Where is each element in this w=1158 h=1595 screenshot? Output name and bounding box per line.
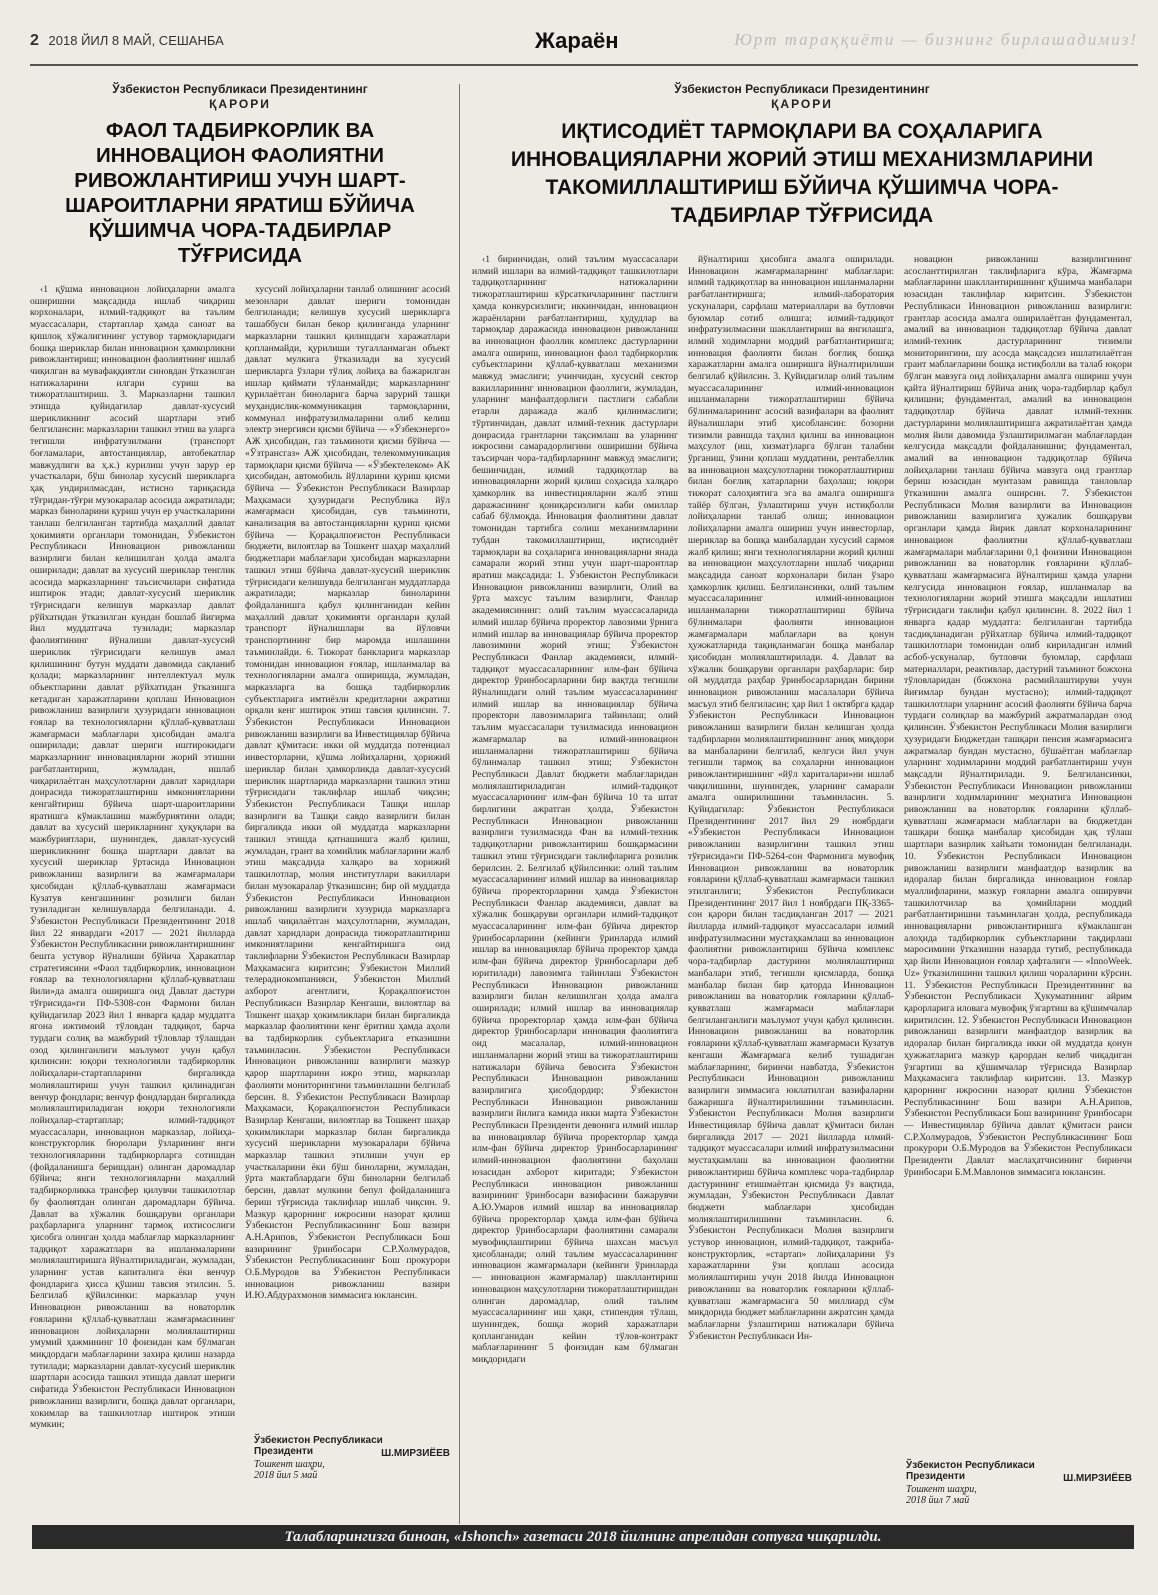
page-number: 2: [30, 32, 39, 49]
left-signature-date: 2018 йил 5 май: [254, 1470, 318, 1481]
right-article-type: ҚАРОРИ: [771, 97, 833, 111]
page-header: [30, 26, 1138, 62]
right-signature-line1: Ўзбекистон Республикаси: [906, 1460, 1035, 1471]
left-article-signature: [254, 1435, 450, 1481]
left-signature-place: Тошкент шаҳри,: [254, 1459, 325, 1470]
right-article-title: ИҚТИСОДИЁТ ТАРМОҚЛАРИ ВА СОҲАЛАРИГА ИННОВАЦИЯЛАРНИ ЖОРИЙ ЭТИШ МЕХАНИЗМЛАРИНИ ТАКОМИЛЛАШТИРИШ БЎЙИЧА ҚЎШИМЧА ЧОРА-ТАДБИРЛАР ТЎҒРИСИДА: [510, 120, 1094, 227]
right-signature-place: Тошкент шаҳри,: [906, 1484, 977, 1495]
right-article-column-1: [472, 254, 678, 1514]
right-signature-name: Ш.МИРЗИЁЕВ: [1063, 1473, 1132, 1484]
header-divider: [30, 64, 1138, 66]
left-article-title: ФАОЛ ТАДБИРКОРЛИК ВА ИННОВАЦИОН ФАОЛИЯТНИ РИВОЖЛАНТИРИШ УЧУН ШАРТ-ШАРОИТЛАРНИ ЯРАТИШ БЎЙИЧА ҚЎШИМЧА ЧОРА-ТАДБИРЛАР ТЎҒРИСИДА: [65, 119, 415, 267]
footer-banner: Талабларингизга биноан, «Ishonch» газетаси 2018 йилнинг апрелидан сотувга чиқарилди.: [32, 1525, 1134, 1549]
right-article-column-2: [688, 254, 894, 1514]
right-article-header: [472, 82, 1132, 230]
header-watermark: Юрт тараққиёти — бизнинг бирлашадимиз!: [734, 30, 1138, 49]
right-article-column-3-text: новацион ривожланиш вазирлигининг асосланттирилган таклифларига кўра, Жамғарма маблағларини шакллантиришнинг қўшимча манбалари юзасидан таклифлар киритсин. Ўзбекистон Республикаси Инновацион ривожланиш вазирлиги: грантлар асосида амалга оширилаётган фундаментал, амалий ва инновацион тадқиқотлар бўйича давлат илмий-техник дастурларининг тизимли мониторингини, шу асосда мақсадсиз ишлатилаётган грант маблағларини бошқа истиқболли ва талаб юқори бўлган мавзуга оид лойиҳаларни амалга ошириш учун қайта йўналтириш бўйича аниқ чора-тадбирлар қабул қилишни; фундаментал, амалий ва инновацион тадқиқотлар бўйича давлат илмий-техник дастурларини молиялаштиришга ажратилаётган ҳамда молия йили давомида ўзлаштирилмаган маблағлардан келгусида мақсадли фойдаланишни; фундаментал, амалий ва инновацион тадқиқотлар бўйича лойиҳаларни танлаш бўйича мавзуга оид грантлар бериш юзасидан мунтазам равишда танловлар ўтказишни амалга оширсин. 7. Ўзбекистон Республикаси Молия вазирлиги ва Инновацион ривожланиш вазирлигига ҳужалик бошқаруви органлари ҳамда йирик давлат корхоналарининг инновацион фаолиятни қўллаб-қувватлаш жамғармалари маблағларини 0,1 фоизини Инновацион ривожланиш ва новаторлик ғояларини қўллаб-қувватлаш жамғармасига йўналтириш ҳамда уларни келгусида инновацион ғоялар, ишланмалар ва технологияларни жорий этишга мақсадли ишлатиш тўғрисидаги таклифи қабул қилинсин. 8. 2022 йил 1 январга қадар муддатга: белгиланган тартибда тасдиқланадиган рўйхатлар бўйича илмий-тадқиқот ташкилотлари томонидан олиб кириладиган илмий асбоб-ускуналар, бутловчи буюмлар, сарфлаш материаллари, реактивлар, дастурий таъминот божхона тўловларидан (божхона расмийлаштируви учун йиғимлар бундан мустасно); илмий-тадқиқот ташкилотлари уларнинг асосий фаолияти бўйича барча турдаги солиқлар ва мажбурий ажратмалардан озод қилинсин. Ўзбекистон Республикаси Молия вазирлиги ҳузуридаги Бюджетдан ташқари пенсия жамғармасига ажратмалар бундан мустасно, бўшаётган маблағлар уларнинг ходимларини моддий рағбатлантириш учун мақсадли йўналтирилади. 9. Белгилансинки, Ўзбекистон Республикаси Инновацион ривожланиш вазирлиги ходимларининг меҳнатига Инновацион ривожланиш ва новаторлик ғояларини қўллаб-қувватлаш жамғармаси маблағлари ва бюджетдан ташқари бошқа манбалар ҳисобидан ҳақ тўлаш шартлари вазирлик хайъати томонидан белгиланади. 10. Ўзбекистон Республикаси Инновацион ривожланиш вазирлиги манфаатдор вазирлик ва идоралар билан биргаликда инновацион ғоялар муаллифларини, мазкур ғояларни амалга оширувчи ташкилотчилар ва ҳомийларни моддий рағбатлантиришни таъминлаган ҳолда, республикада инновацияларни ривожлантиришга кўмаклашган алоҳида тадбиркорлик субъектларини тақдирлаш маросимини ўтказишни назарда тутиб, республикада ҳар йили Инновацион ғоялар ҳафталиги — «InnoWeek. Uz» ўтказилишини ташкил қилиш чораларини кўрсин. 11. Ўзбекистон Республикаси Президентининг ва Ўзбекистон Республикаси Ҳукуматининг айрим қарорларига иловага мувофиқ ўзгартиш ва қўшимчалар киритилсин. 12. Ўзбекистон Республикаси Инновацион ривожланиш вазирлиги манфаатдор вазирлик ва идоралар билан биргаликда икки ой муддатда қонун ҳужжатларига мазкур қарордан келиб чиқадиган ўзгартиш ва қўшимчалар тўғрисида Вазирлар Маҳкамасига таклифлар киритсин. 13. Мазкур қарорнинг ижросини назорат қилиш Ўзбекистон Республикасининг Бош вазири А.Н.Арипов, Ўзбекистон Республикаси Бош вазирининг ўринбосари — Инвестициялар бўйича давлат қўмитаси раиси С.Р.Холмурадов, Ўзбекистон Республикасининг Бош прокурори О.Б.Муродов ва Ўзбекистон Республикаси Президенти Давлат маслаҳатчисининг биринчи ўринбосари Б.М.Мавлонов зиммасига юклансин.: [904, 254, 1132, 1178]
left-article-column-2: [245, 284, 450, 1384]
right-article-column-1-text: ‹1 биринчидан, олий таълим муассасалари илмий ишлари ва илмий-тадқиқот ташкилотлари тадқиқотларининг натижаларини тижоратлаштириш кўрсаткичларининг пастлиги ҳамда конкурсизлиги; иккинчидан, инновацион жараёнларни рағбатлантириш, ҳудудлар ва тармоқлар даражасида инновацион ривожланиш ва инновацион фаоллик комплекс дастурларини амалга ошириш, инновацион фаол тадбиркорлик субъектларини қўллаб-қувватлаш механизми мавжуд эмаслиги; учинчидан, хусусий сектор вакилларининг инновацион фаоллиги, жумладан, уларнинг манфаатдорлиги пастлиги сабабли етарли даражада жалб қилинмаслиги; тўртинчидан, давлат илмий-техник дастурлари доирасида грантларни тақсимлаш ва уларнинг ижросини самарадорлигини оширишни бўйича таъсирчан чора-тадбирларнинг мавжуд эмаслиги; бешинчидан, илмий тадқиқотлар ва инновацияларни жорий қилиш соҳасида халқаро ҳамкорлик ва инвестицияларни жалб этиш даражасининг қониқарсизлиги каби омиллар сабаб бўлмоқда. Инновация фаолиятини давлат томонидан тартибга солиш механизмларини тубдан такомиллаштириш, иқтисодиёт тармоқлари ва соҳаларига инновацияларни янада самарали жорий этиш учун шарт-шароитлар яратиш мақсадида: 1. Ўзбекистон Республикаси Инновацион ривожланиш вазирлиги, Олий ва ўрта махсус таълим вазирлиги, Фанлар академиясининг: олий таълим муассасаларида илмий ишлар бўйича проректор лавозими ўрнига илмий ишлар ва инновациялар бўйича проректор лавозимини жорий этиш; Ўзбекистон Республикаси Фанлар академияси, илмий-тадқиқот муассасаларининг илм-фан бўйича директор ўринбосарларини бир вақтда тегишли йўналишдаги олий таълим муассасаларининг илмий ишлар ва инновациялар бўйича проректори лавозимларига тайинлаш; олий таълим муассасалари тузилмасида инновацион жамғармалар ва илмий-инновацион ишланмаларни тижоратлаштириш бўйича бўлинмалар ташкил этиш; Ўзбекистон Республикаси Давлат бюджети маблағларидан молиялаштириладиган илмий-тадқиқот муассасаларининг илм-фан бўйича 10 та штат бирлигини ажратган ҳолда, Ўзбекистон Республикаси Инновацион ривожланиш вазирлиги тузилмасида Фан ва илмий-техник тадқиқотларни ривожлантириш бошқармасини ташкил этиш тўғрисидаги таклифларига розилик берилсин. 2. Белгилаб қўйилсинки: олий таълим муассасаларининг илмий ишлар ва инновациялар бўйича проректорларини ҳамда Ўзбекистон Республикаси Фанлар академияси, давлат ва хўжалик бошқаруви органлари илмий-тадқиқот муассасаларининг илм-фан бўйича директор ўринбосарларини (кейинги ўринларда илмий ишлар ва инновациялар бўйича проректор ҳамда илм-фан бўйича директор ўринбосарлари деб юритилади) лавозимга тайинлаш Ўзбекистон Республикаси Инновацион ривожланиш вазирлиги билан келишилган ҳолда амалга оширилади; илмий ишлар ва инновациялар бўйича проректорлар ҳамда илм-фан бўйича директор ўринбосарлари инновация фаолиятига оид масалалар, илмий-инновацион ишланмаларни жорий этиш ва тижоратлаштириш натижалари бўйича бевосита Ўзбекистон Республикаси Инновацион ривожланиш вазирлигига ҳисобдордир; Ўзбекистон Республикаси Инновацион ривожланиш вазирлиги йилига камида икки марта Ўзбекистон Республикаси Президенти девонига илмий ишлар ва инновациялар бўйича проректорлар ҳамда илм-фан бўйича директор ўринбосарларининг илмий-инновацион фаолиятини баҳолаш юзасидан ахборот киритади; Ўзбекистон Республикаси инновацион ривожланиш вазирининг ўринбосари вазифасини бажарувчи А.Ю.Умаров илмий ишлар ва инновациялар бўйича проректорлар ҳамда илм-фан бўйича директор ўринбосарлари фаолиятини самарали мувофиқлаштириш бўйича шахсан масъул ҳисобланади; олий таълим муассасаларининг инновацион жамғармалари (кейинги ўринларда — инновацион жамғармалар) шакллантириш инновацион маҳсулотларни тижоратлаштиришдан олинган даромадлар, олий таълим муассасаларининг иш ҳақи, стипендия тўлаш, шунингдек, бошқа жорий харажатлари қопланганидан кейин тўлов-контракт маблағларининг 5 фоизидан кам бўлмаган миқдоридаги: [472, 254, 678, 1366]
left-article-header: [30, 82, 450, 268]
right-article-kicker: Ўзбекистон Республикаси Президентининг: [674, 82, 930, 96]
header-info: [30, 32, 224, 50]
right-article-column-3: [904, 254, 1132, 1434]
left-article-body: [30, 284, 450, 1431]
left-article-kicker: Ўзбекистон Республикаси Президентининг: [112, 82, 368, 96]
section-title: Жараён: [535, 28, 619, 53]
left-article-type: ҚАРОРИ: [209, 97, 271, 111]
left-signature-name: Ш.МИРЗИЁЕВ: [381, 1448, 450, 1459]
left-signature-line2: Президенти: [254, 1446, 313, 1457]
column-divider: [459, 84, 460, 1524]
issue-date: 2018 ЙИЛ 8 МАЙ, СЕШАНБА: [48, 33, 224, 48]
right-article-body: [472, 254, 1132, 1424]
right-signature-date: 2018 йил 7 май: [906, 1495, 970, 1506]
left-article-column-2-text: хусусий лойиҳаларни танлаб олишнинг асосий мезонлари давлат шериги томонидан белгиланади; келишув хусусий шерикларга ташаббуси билан бекор қилинганда уларнинг марказларни ташкил қилишдаги харажатлари қопланмайди, қурилиши тугалланмаган объект давлат мулкига ўтказилади ва хусусий шерикларга ўзлари тўлиқ лойиҳа ва бажарилган ишлар қиймати тўланмайди; марказларнинг қурилаётган биноларига барча зарурий ташқи муҳандислик-коммуникация тармоқларини, коммунал инфратузилмаларини олиб келиш электр энергияси қисми бўйича — «Ўзбекэнерго» АЖ ҳисобидан, газ таъминоти қисми бўйича — «Ўзтрансгаз» АЖ ҳисобидан, телекоммуникация тармоқлари қисми бўйича — «Ўзбектелеком» АК ҳисобидан, автомобиль йўлларини қуриш қисми бўйича — Ўзбекистон Республикаси Вазирлар Маҳкамаси ҳузуридаги Республика йўл жамғармаси ҳисобидан, сув таъминоти, канализация ва автостанцияларни қуриш қисми бўйича — Қорақалпоғистон Республикаси бюджети, вилоятлар ва Тошкент шаҳар маҳаллий бюджетлари маблағлари ҳисобидан марказларни ташкил этиш бўйича давлат-хусусий шериклик тўғрисидаги келишувда белгиланган муддатларда ажратилади; марказлар биноларини фойдаланишга қабул қилинганидан кейин маҳаллий давлат ҳокимияти органлари қулай транспорт йўналишлари ва йўловчи транспортининг бир маромда ишлашини таъминлайди. 6. Тижорат банкларига марказлар томонидан инновацион ғоялар, ишланмалар ва технологияларни амалга оширишда, жумладан, марказларга ва бошқа тадбиркорлик субъектларига имтиёзли кредитларни ажратиш орқали кенг иштирок этиш тавсия қилинсин. 7. Ўзбекистон Республикаси Инновацион ривожланиш вазирлиги ва Инвестициялар бўйича давлат қўмитаси: икки ой муддатда потенциал инвесторларни, қўшма лойиҳаларни, ҳорижий шериклар билан ҳамкорликда давлат-хусусий шериклик шартларида марказларни ташкил этиш тўғрисидаги таклифлар ишлаб чиқсин; Ўзбекистон Республикаси Ташқи ишлар вазирлиги ва Ташқи савдо вазирлиги билан биргаликда икки ой муддатда марказларни ташкил этишда қатнашишга жалб қилиш, жумладан, грант ва хомийлик маблағларини жалб этиш мақсадида халқаро ва хорижий ташкилотлар, молия институтлари вакиллари билан музокаралар ўтказишсин; бир ой муддатда Ўзбекистон Республикаси Инновацион ривожланиш вазирлиги хузурида марказларга ишлаб чиқилаётган маҳсулотларни, жумладан, давлат харидлари доирасида тижоратлаштириш имкониятларини кенгайтиришга оид таклифларни Ўзбекистон Республикаси Вазирлар Маҳкамасига киритсин; Ўзбекистон Миллий телерадиокомпанияси, Ўзбекистон Миллий ахборот агентлиги, Қорақалпоғистон Республикаси Вазирлар Кенгаши, вилоятлар ва Тошкент шаҳар ҳокимликлари билан биргаликда марказлар фаолиятини кенг ёритиш ҳамда аҳоли ва тадбиркорлик субъектларига етказишни таъминласин. Ўзбекистон Республикаси Инновацион ривожланиш вазирлиги мазкур қарор шартларини ижро этиш, марказлар фаолияти мониторингини таъминлашни белгилаб берсин. 8. Ўзбекистон Республикаси Вазирлар Маҳкамаси, Қорақалпоғистон Республикаси Вазирлар Кенгаши, вилоятлар ва Тошкент шаҳар ҳокимликлари марказлар билан биргаликда хусусий шерикларни музокаралари бўйича марказлар ташкил этилиши учун ер участкаларини ёки бўш биноларни, жумладан, ўрта мактаблардаги бўш биноларни белгилаб берсин, давлат мулкини бепул фойдаланишга бериш тўғрисида таклифлар ишлаб чиқсин. 9. Мазкур қарорнинг ижросини назорат қилиш Ўзбекистон Республикасининг Бош вазири А.Н.Арипов, Ўзбекистон Республикаси Бош вазирининг ўринбосари С.Р.Холмурадов, Ўзбекистон Республикасининг Бош прокурори О.Б.Муродов ва Ўзбекистон Республикаси инновацион ривожланиш вазири И.Ю.Абдурахмонов зиммасига юклансин.: [245, 284, 450, 1302]
left-article-column-1-text: ‹1 қўшма инновацион лойиҳаларни амалга оширишни мақсадида ишлаб чиқариш корхоналари, илмий-тадқиқот ва таълим муассасалари, стартаплар ҳамда саноат ва қишлоқ хўжалигининг устувор тармоқларидаги бошқа шериклар билан инновацион ҳамкорликни ривожлантириш; инновацион фаолиятнинг ишлаб чиқилган ва мувафаққиятли синовдан ўтказилган натижаларини илгари суриш ва тижоратлаштириш. 3. Марказларни ташкил этишда қуйидагилар давлат-хусусий шерикликнинг асосий шартлари этиб белгилансин: марказларни ташкил этиш ва уларга тегишли инфратузилмани (транспорт боғламалари, автостанциялар, автобекатлар мавжудлиги ва ҳ.к.) курилиш учун зарур ер участкалари, бўш бинолар хусусий шерикларга ҳақ ундирилмасдан, истисно тариқасида тўғридан-тўғри музокаралар асосида ажратилади; марказ биноларини қуриш учун ер участкаларини танлаш белгиланган тартибда маҳаллий давлат ҳокимияти органлари томонидан, Ўзбекистон Республикаси Инновацион ривожланиш вазирлиги билан келишилган ҳолда амалга оширилади; давлат ва хусусий шериклар тенглик асосида марказларнинг таъсисчилари сифатида иштирок этади; давлат-хусусий шериклик тўғрисидаги келишув марказлар давлат рўйхатидан ўтказилган кундан бошлаб йигирма йил муддатгача тузилади; марказлар фаолиятининг йўналиши давлат-хусусий шериклик тўғрисидаги келишув амал қилишининг бутун муддати давомида сақланиб қолади; марказларнинг интеллектуал мулк объектларини давлат рўйхатидан ўтказишга кетадиган харажатларини қоплаш Инновацион ривожланиш вазирлиги ҳузуридаги инновацион ғоялар ва технологияларни қўллаб-қувватлаш жамғармаси маблағлари ҳисобидан амалга оширилади; давлат шериги иштирокидаги марказларнинг инновацияларни жорий этишни рағбатлантириш, жумладан, ишлаб чиқарилаётган маҳсулотларни давлат харидлари доирасида тижоратлаштириш имкониятларини кенгайтириш бўйича шарт-шароитларини яратишга кўмаклашиш мажбуриятини олади; давлат ва хусусий шерикларнинг ҳуқуқлари ва мажбуриятлари, шунингдек, давлат-хусусий шерикликнинг бошқа шартлари давлат ва хусусий шериклар ўртасида Инновацион ривожланиш вазирлиги ва жамғармалари ҳисобидан қўллаб-қувватлаш жамғармаси Кузатув кенгашининг розилиги билан тузиладиган келишувларда белгиланади. 4. Ўзбекистон Республикаси Президентининг 2018 йил 22 январдаги «2017 — 2021 йилларда Ўзбекистон Республикасини ривожлантиришнинг бешта устувор йўналиши бўйича Ҳаракатлар стратегиясини «Фаол тадбиркорлик, инновацион ғоялар ва технологияларни қўллаб-қувватлаш йили»да амалга оширишга оид Давлат дастури тўғрисида»ги ПФ-5308-сон Фармони билан қуйидагилар 2023 йил 1 январга қадар муддатга ягона ижтимоий тўловдан тадқиқот, барча турдаги солиқ ва мажбурий тўловлар тўлашдан озод қилинганлиги маълумот учун қабул қилинсин: юқори технологияли тадбиркорлик лойиҳалари-стартапларини биргаликда молиялаштириш учун ташкил қилинадиган венчур фондлари; венчур фондлардан биргаликда молиялаштириладиган юқори технологияли лойиҳалар-стартаплар; илмий-тадқиқот муассасалари, инновацион марказлар, лойиҳа-конструкторлик бюролари ўзларининг янги технологияларини тадбиркорларга сотишдан (фойдаланишга беришдан) олинган даромадлар бўйича; янги технологияларни маҳаллий тадбиркорликка трансфер қилувчи ташкилотлар бу фаолиятдан олинган даромадлари бўйича. Давлат ва хўжалик бошқаруви органлари раҳбарларига уларнинг тармоқ ихтисослиги ҳисобга олинган ҳолда маблағлар марказларнинг тадқиқот харажатлари ва ишланмаларини молиялаштиришга йўналтириладиган, жумладан, уларнинг устав капиталига ёки венчур фондларига ҳисса қўшиш тавсия этилсин. 5. Белгилаб қўйилсинки: марказлар учун Инновацион ривожланиш ва новаторлик ғояларини қўллаб-қувватлаш жамғармасининг инновацион лойиҳаларни молиялаштириш умумий ҳажмининг 10 фоизидан кам бўлмаган миқдордаги маблағларини захира қилиш назарда тутилади; марказларни давлат-хусусий шериклик шартлари асосида ташкил этишда давлат шериги сифатида Ўзбекистон Республикаси Инновацион ривожланиш вазирлиги, бошқа давлат органлари, хокимлар ва ташкилотлар иштирок этиши мумкин;: [30, 284, 235, 1431]
left-signature-line1: Ўзбекистон Республикаси: [254, 1435, 383, 1446]
right-article-column-2-text: йўналтириш ҳисобига амалга оширилади. Инновацион жамғармаларнинг маблағлари: илмий тадқиқотлар ва инновацион ишланмаларни рағбатлантиришга; илмий-лаборатория ускуналари, сарфлаш материаллари ва бутловчи буюмлар сотиб олишга; илмий-тадқиқот инфратузилмасини шакллантириш ва янгилашга, илмий ходимларни моддий рағбатлантиришга; инновация фаолияти билан боғлиқ бошқа харажатларни амалга оширишга йўналтирилиши белгилаб қўйилсин. 3. Қуйидагилар олий таълим муассасаларининг илмий-инновацион ишланмаларни тижоратлаштириш бўйича бўлинмаларининг асосий вазифалари ва фаолият йўналишлари этиб ҳисоблансин: бозорни тизимли равишда таҳлил қилиш ва инновацион маҳсулот (иш, хизмат)ларга бўлган талабни ўрганиш, ўзини қоплаш муддатини, рентабеллик ва инновацион маҳсулотларни тижоратлаштириш билан боғлиқ хатарларни баҳолаш; юқори тижорат салоҳиятига эга ва амалга оширишга тайёр бўлган, ўзлаштириш учун истиқболли лойиҳаларни танлаб олиш; инновацион лойиҳаларни амалга ошириш учун инвесторлар, шериклар ва бошқа манбалардан хусусий сармоя жалб қилиш; янги технологияларни жорий қилиш ва инновацион маҳсулотларни ишлаб чиқариш мақсадида саноат корхоналари билан ўзаро ҳамкорлик қилиш. Белгилансинки, олий таълим муассасаларининг илмий-инновацион ишланмаларни тижоратлаштириш бўйича бўлинмалари фаолияти инновацион жамғармалари маблағлари ва қонун ҳужжатларида тақиқланмаган бошқа манбалар ҳисобидан молиялаштирилади. 4. Давлат ва хўжалик бошқаруви органлари раҳбарлари: бир ой муддатда раҳбар ўринбосарларидан бирини инновацион ривожланиш масалалари бўйича масъул этиб белгиласин; ҳар йил 1 октябрга қадар Ўзбекистон Республикаси Инновацион ривожланиш вазирлиги билан келишган ҳолда тадбирларни молиялаштиришнинг аниқ миқдори ва манбаларини белгилаб, келгуси йил учун тегишли тармоқ ва соҳаларни инновацион ривожлантиришнинг «йўл хариталари»ни ишлаб чиқилишини, шунингдек, уларнинг самарали амалга оширилишини таъминласин. 5. Қуйидагилар: Ўзбекистон Республикаси Президентининг 2017 йил 29 ноябрдаги «Ўзбекистон Республикаси Инновацион ривожланиш вазирлигини ташкил этиш тўғрисида»ги ПФ-5264-сон Фармонига мувофиқ Инновацион ривожланиш ва новаторлик ғояларини қўллаб-қувватлаш жамғармаси ташкил этилганлиги; Ўзбекистон Республикаси Президентининг 2017 йил 1 ноябрдаги ПҚ-3365-сон қарори билан тасдиқланган 2017 — 2021 йилларда илмий-тадқиқот муассасалари илмий инфратузилмасини мустаҳкамлаш ва инновацион фаолиятни ривожлантириш бўйича комплекс чора-тадбирлар дастурини молиялаштириш манбалари этиб, тегишли қисмларда, бошқа манбалар билан бир қаторда Инновацион ривожланиш ва новаторлик ғояларини қўллаб-қувватлаш жамғармаси маблағлари белгиланганлиги маълумот учун қабул қилинсин. Инновацион ривожланиш ва новаторлик ғояларини қўллаб-қувватлаш жамғармаси Кузатув кенгаши Жамғармага келиб тушадиган маблағларнинг, биринчи навбатда, Ўзбекистон Республикаси Инновацион ривожланиш вазирлиги зиммасига юклатилган вазифаларни бажаришга йўналтирилишини таъминласин. Ўзбекистон Республикаси Молия вазирлиги Инвестициялар бўйича давлат қўмитаси билан биргаликда 2017 — 2021 йилларда илмий-тадқиқот муассасалари илмий инфратузилмасини мустаҳкамлаш ва инновацион фаолиятни ривожлантириш бўйича комплекс чора-тадбирлар дастурининг етишмаётган қисмида ўз вақтида, жумладан, Ўзбекистон Республикаси Давлат бюджети маблағлари ҳисобидан молиялаштирилишини таъминласин. 6. Ўзбекистон Республикаси Молия вазирлиги устувор инновацион, илмий-тадқиқот, тажриба-конструкторлик, «стартап» лойиҳаларини ўз харажатларини ўзи қоплаш асосида молиялаштириш учун 2018 йилда Инновацион ривожланиш ва новаторлик ғояларини қўллаб-қувватлаш жамғармасига 50 миллиард сўм миқдорида бюджет маблағларини ажратсин ҳамда маблағларни ўзлаштириш натижалари бўйича Ўзбекистон Республикаси Ин-: [688, 254, 894, 1342]
left-article-column-1: [30, 284, 235, 1431]
right-signature-line2: Президенти: [906, 1471, 965, 1482]
right-article-signature: [906, 1460, 1132, 1506]
